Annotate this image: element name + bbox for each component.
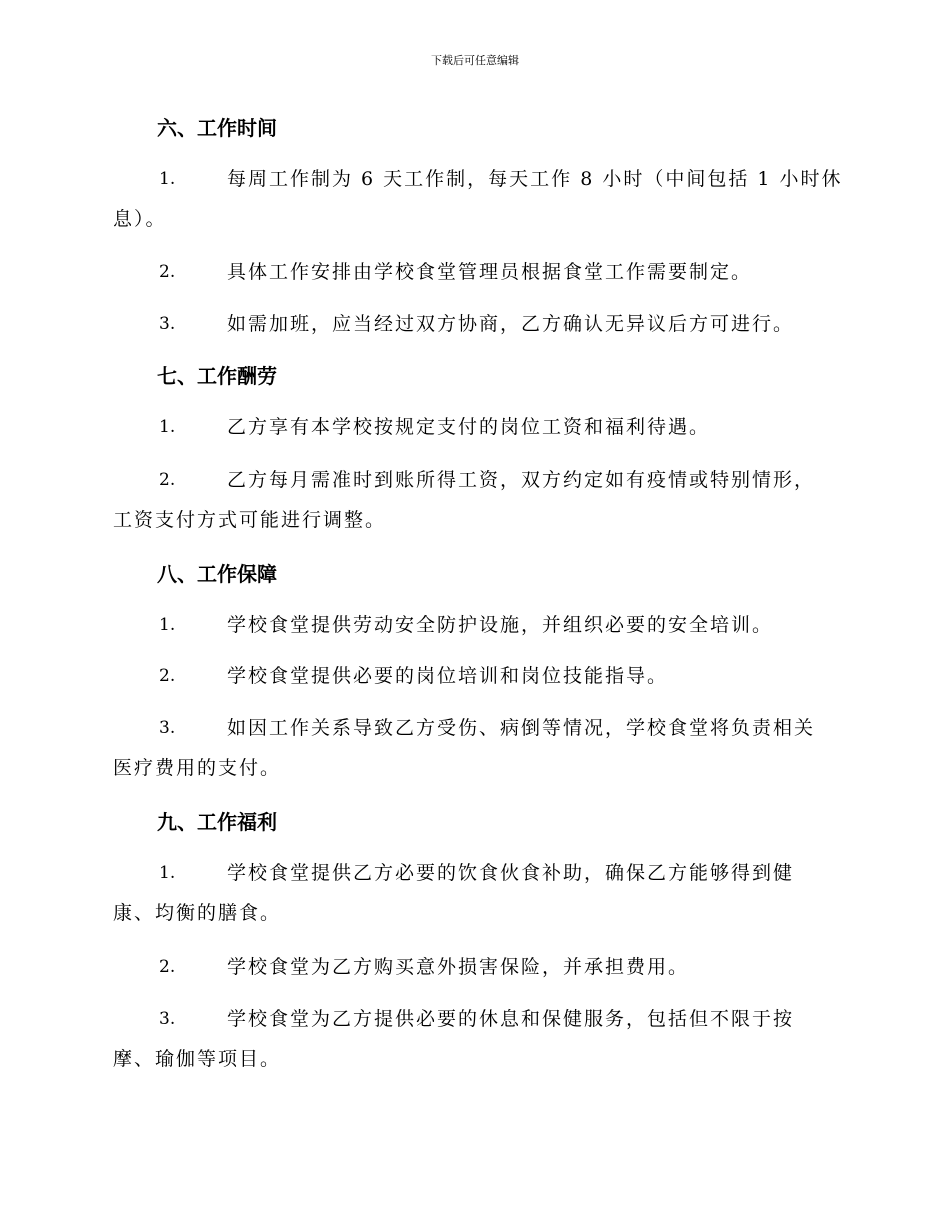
item-number: 2. <box>159 957 176 977</box>
list-item <box>113 612 838 638</box>
item-text: 具体工作安排由学校食堂管理员根据食堂工作需要制定。 <box>227 261 753 283</box>
section-title-welfare: 九、工作福利 <box>157 810 277 834</box>
item-number: 1. <box>159 169 176 189</box>
item-text-continued: 康、均衡的膳食。 <box>113 902 282 924</box>
item-text: 学校食堂提供劳动安全防护设施，并组织必要的安全培训。 <box>227 614 774 636</box>
list-item <box>113 467 838 531</box>
item-number: 3. <box>159 718 176 738</box>
section-title-work-hours: 六、工作时间 <box>157 116 277 140</box>
item-text: 如需加班，应当经过双方协商，乙方确认无异议后方可进行。 <box>227 313 795 335</box>
list-item <box>113 166 843 230</box>
item-text-continued: 医疗费用的支付。 <box>113 757 282 779</box>
item-number: 3. <box>159 1009 176 1029</box>
item-number: 2. <box>159 666 176 686</box>
item-text: 学校食堂提供乙方必要的饮食伙食补助，确保乙方能够得到健 <box>227 862 795 884</box>
section-title-protection: 八、工作保障 <box>157 562 277 586</box>
item-text: 学校食堂提供必要的岗位培训和岗位技能指导。 <box>227 665 669 687</box>
item-text-continued: 息）。 <box>113 208 167 230</box>
page-header: 下载后可任意编辑 <box>431 54 519 67</box>
list-item <box>113 311 838 337</box>
section-title-compensation: 七、工作酬劳 <box>157 364 277 388</box>
item-text: 学校食堂为乙方提供必要的休息和保健服务，包括但不限于按 <box>227 1008 795 1030</box>
list-item <box>113 715 838 779</box>
item-text: 如因工作关系导致乙方受伤、病倒等情况，学校食堂将负责相关 <box>227 717 816 739</box>
list-item <box>113 954 838 980</box>
item-text: 乙方每月需准时到账所得工资，双方约定如有疫情或特别情形， <box>227 469 816 491</box>
list-item <box>113 1006 838 1070</box>
list-item <box>113 414 838 440</box>
item-number: 2. <box>159 262 176 282</box>
item-number: 1. <box>159 863 176 883</box>
item-number: 1. <box>159 615 176 635</box>
list-item <box>113 259 838 285</box>
item-number: 2. <box>159 470 176 490</box>
item-text: 乙方享有本学校按规定支付的岗位工资和福利待遇。 <box>227 416 711 438</box>
item-text-continued: 摩、瑜伽等项目。 <box>113 1048 282 1070</box>
item-number: 1. <box>159 417 176 437</box>
item-number: 3. <box>159 314 176 334</box>
item-text: 每周工作制为 6 天工作制，每天工作 8 小时（中间包括 1 小时休 <box>227 168 843 190</box>
item-text-continued: 工资支付方式可能进行调整。 <box>113 509 387 531</box>
list-item <box>113 860 838 924</box>
item-text: 学校食堂为乙方购买意外损害保险，并承担费用。 <box>227 956 690 978</box>
list-item <box>113 663 838 689</box>
